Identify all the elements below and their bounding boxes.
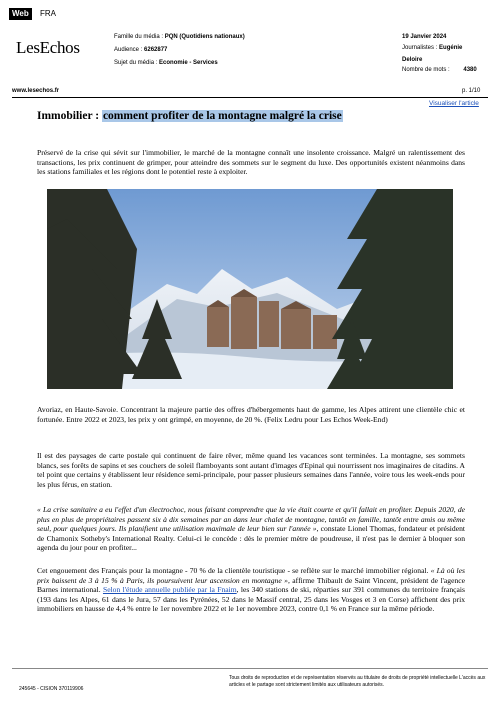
footer-divider (12, 668, 488, 669)
article-paragraph-3: « La crise sanitaire a eu l'effet d'un électrochoc, nous faisant comprendre que la vie était courte et qu'il fallait en profiter. Depuis 2020, de plus en plus de propriétaires passent six à dix semaines par an dans leur chalet de montagne, tantôt en famille, tantôt entre amis ou même seul, pour quelques jours. Ils planifient une utilisation maximale de leur bien sur l'année », constate Lionel Thomas, fondateur et président de Chamonix Sotheby's International Realty. Celui-ci le concède : dès le premier mètre de poudreuse, il n'est pas le dernier à bloquer son agenda du jour pour en profiter... (37, 505, 465, 553)
page-number: p. 1/10 (462, 88, 481, 94)
site-url: www.lesechos.fr (12, 88, 60, 94)
journalist-lastname: Deloire (402, 57, 423, 63)
article-paragraph-2: Il est des paysages de carte postale qui continuent de faire rêver, même quand les vacances sont terminées. La montagne, ses sommets blancs, ses forêts de sapins et ses couchers de soleil flamboyants sont autant d'images d'Epinal qui nourrissent nos imaginaires de citadins. A tel point que certains y établissent leur résidence semi-principale, pour passer plusieurs semaines dans l'année, voire tous les week-ends pour les plus férus, en station. (37, 451, 465, 489)
article-headline: Immobilier : comment profiter de la montagne malgré la crise (37, 110, 342, 122)
cision-id: 245645 - CISION 370119906 (19, 686, 84, 692)
photo-caption: Avoriaz, en Haute-Savoie. Concentrant la majeure partie des offres d'hébergements haut de gamme, les Alpes attirent une clientèle chic et fortunée. Entre 2022 et 2023, les prix y ont grimpé, en moyenne, de 20 %. (Felix Ledru pour Les Echos Week-End) (37, 405, 465, 424)
header-divider (12, 97, 488, 98)
journalists: Journalistes : Eugénie (402, 45, 463, 51)
language-tag: FRA (40, 9, 56, 18)
fnaim-study-link[interactable]: Selon l'étude annuelle publiée par la Fnaim (102, 585, 237, 595)
word-count: Nombre de mots : 4380 (402, 67, 477, 73)
web-tag: Web (9, 8, 32, 20)
publication-date: 19 Janvier 2024 (402, 34, 447, 40)
avoriaz-photo (47, 189, 453, 389)
media-family: Famille du média : PQN (Quotidiens nationaux) (114, 34, 245, 40)
media-subject: Sujet du média : Economie - Services (114, 60, 218, 66)
media-audience: Audience : 6262877 (114, 47, 168, 53)
rights-notice: Tous droits de reproduction et de représentation réservés au titulaire de droits de propriété intellectuelle L'accès aux articles et le partage sont strictement limités aux utilisateurs autorisés. (229, 675, 486, 688)
view-article-link[interactable]: Visualiser l'article (429, 100, 479, 107)
publication-logo: LesEchos (16, 38, 80, 57)
article-lead: Préservé de la crise qui sévit sur l'immobilier, le marché de la montagne connaît une insolente croissance. Malgré un ralentissement des transactions, les prix continuent de grimper, pour atteindre des sommets sur le segment du luxe. Des opportunités existent néanmoins dans les stations familiales et les régions dont le potentiel reste à exploiter. (37, 148, 465, 177)
article-paragraph-4: Cet engouement des Français pour la montagne - 70 % de la clientèle touristique - se reflète sur le marché immobilier régional. « Là où les prix baissent de 3 à 15 % à Paris, ils poursuivent leur ascension en montagne », affirme Thibault de Saint Vincent, président de l'agence Barnes international. Selon l'étude annuelle publiée par la Fnaim, les 340 stations de ski, réparties sur 391 communes du territoire français (193 dans les Alpes, 61 dans le Jura, 57 dans les Pyrénées, 52 dans le Massif central, 25 dans les Vosges et 3 en Corse) affichent des prix immobiliers en hausse de 4,4 % entre le 1er novembre 2022 et le 1er novembre 2023, contre 0,1 % en France sur la même période. (37, 566, 465, 614)
